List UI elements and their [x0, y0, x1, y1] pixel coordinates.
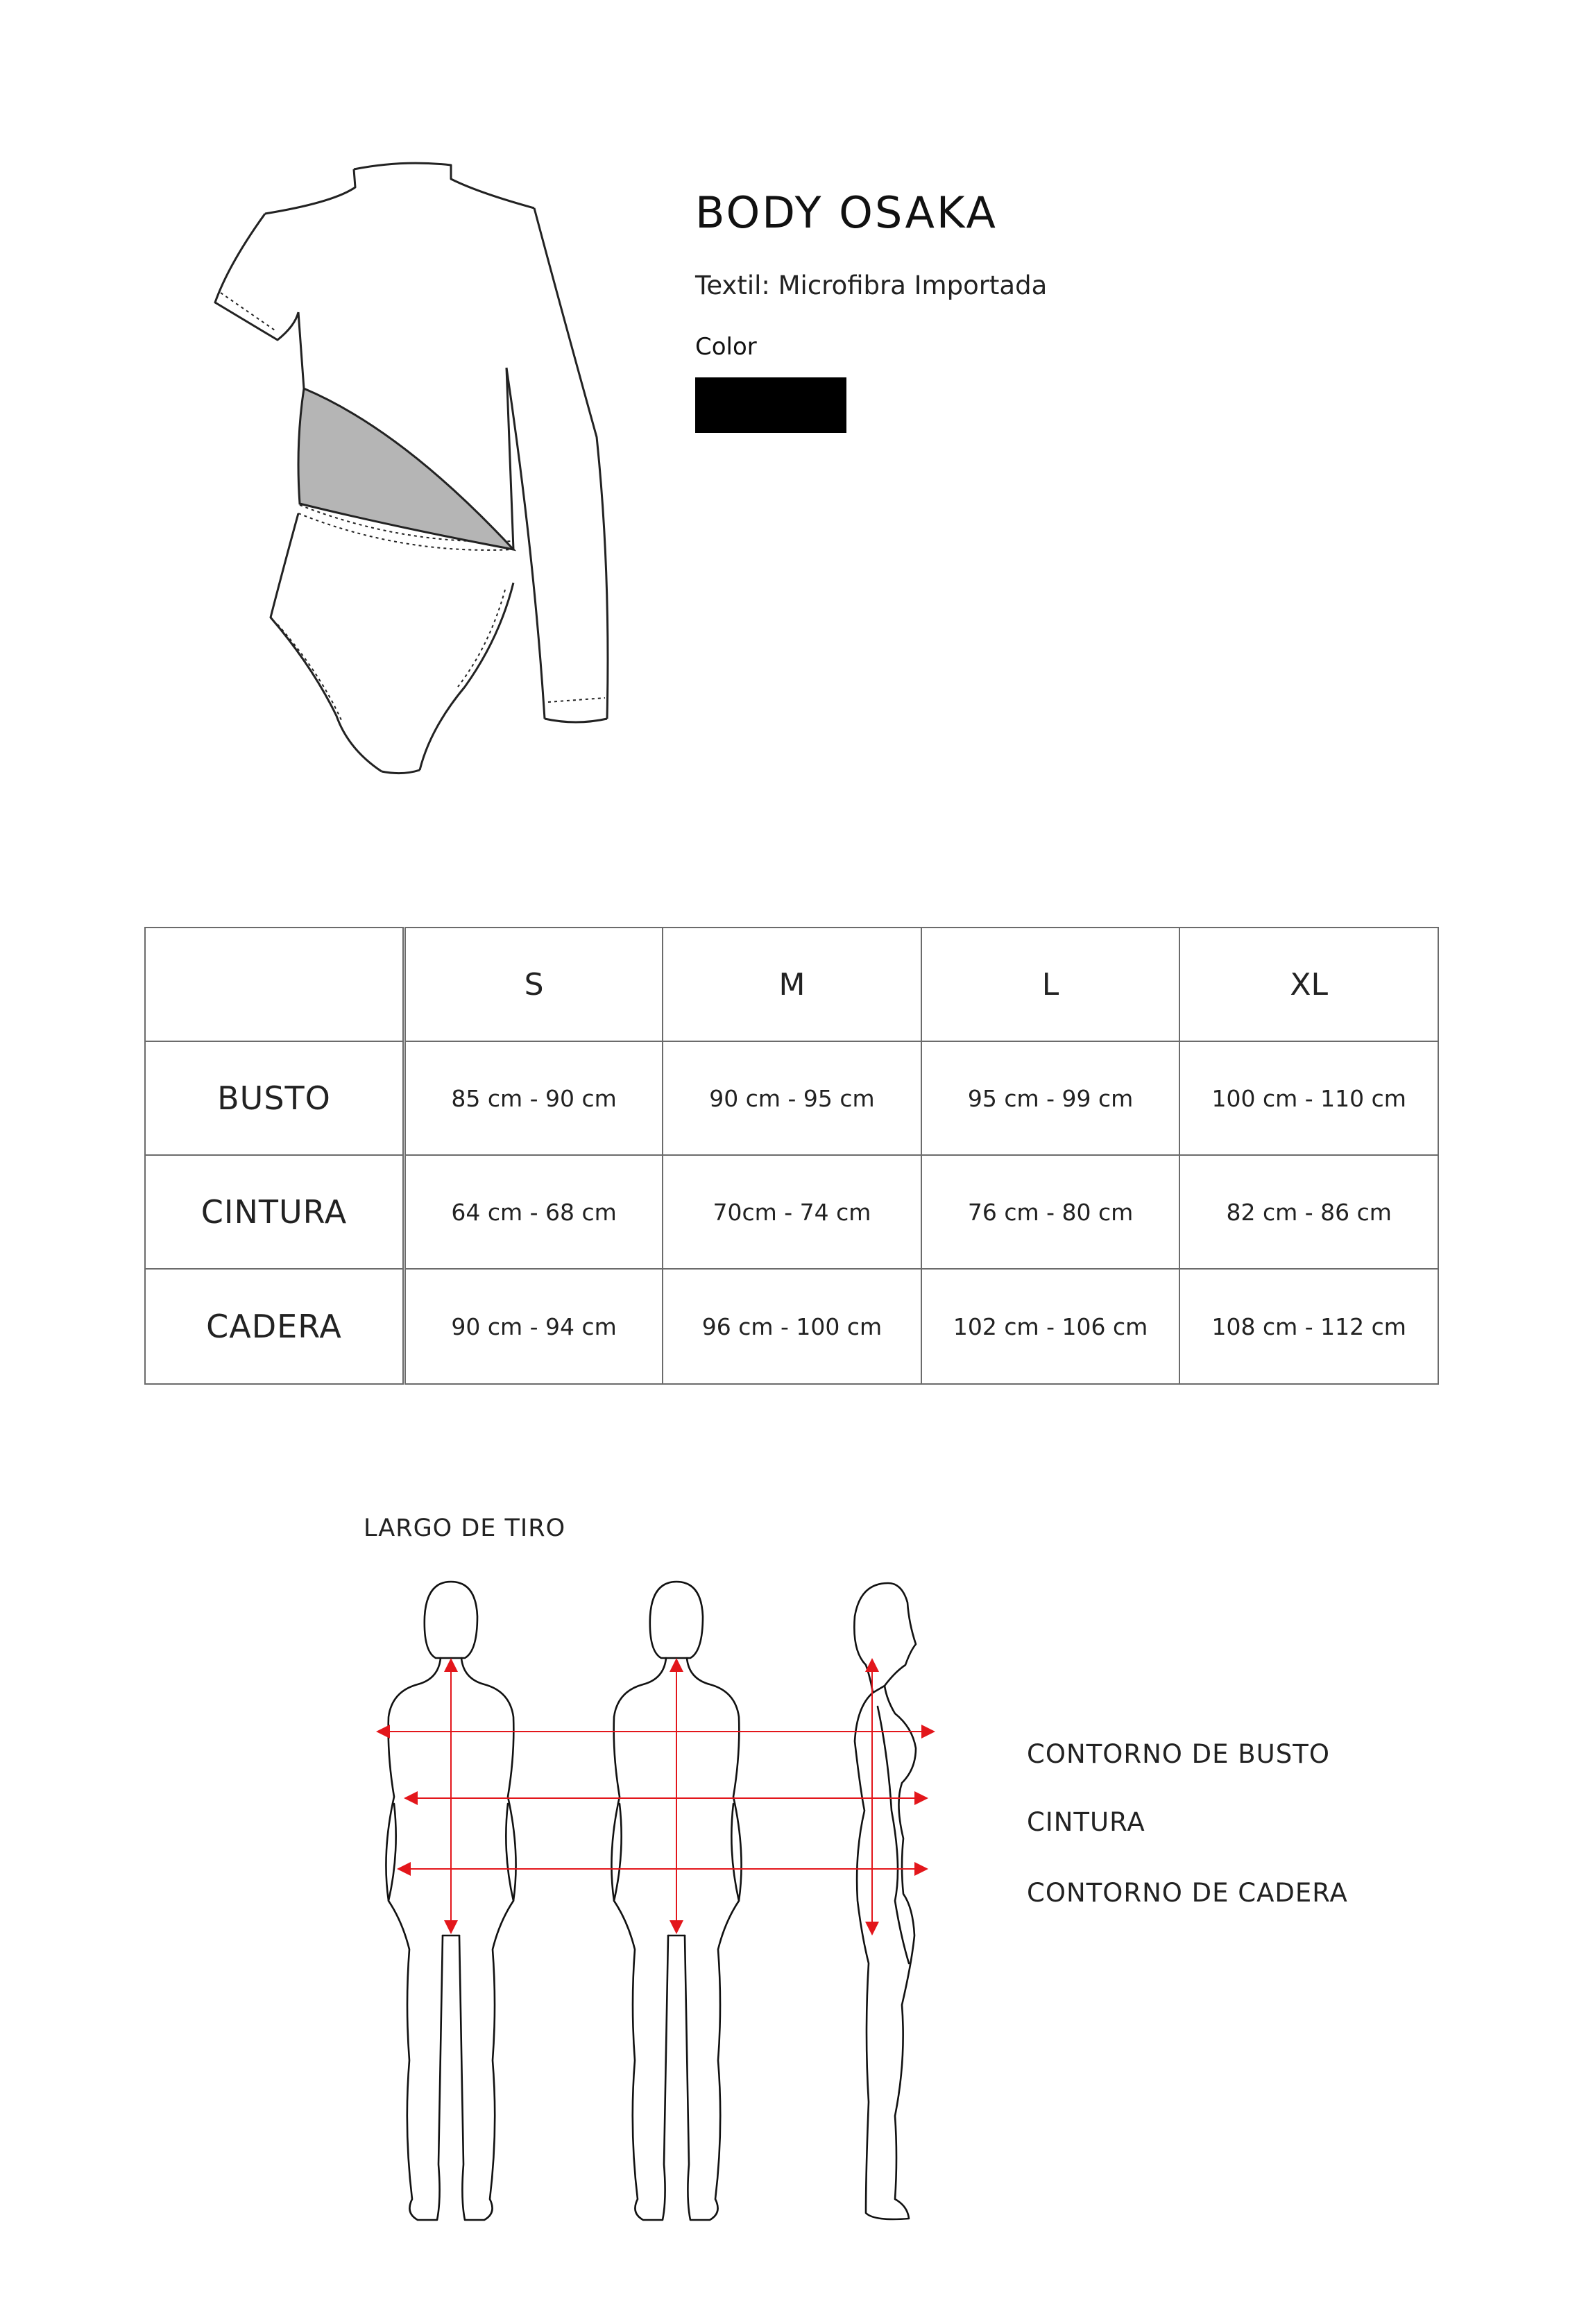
- table-cell: 96 cm - 100 cm: [663, 1269, 921, 1384]
- table-cell: 90 cm - 95 cm: [663, 1041, 921, 1155]
- fabric-description: Textil: Microfibra Importada: [695, 271, 1048, 300]
- row-label-cadera: CADERA: [145, 1269, 404, 1384]
- table-cell: 108 cm - 112 cm: [1179, 1269, 1438, 1384]
- label-contorno-busto: CONTORNO DE BUSTO: [1027, 1739, 1330, 1769]
- table-cell: 70cm - 74 cm: [663, 1155, 921, 1269]
- product-title: BODY OSAKA: [695, 187, 998, 238]
- bodysuit-technical-drawing: [173, 139, 659, 798]
- table-cell: 100 cm - 110 cm: [1179, 1041, 1438, 1155]
- table-cell: 82 cm - 86 cm: [1179, 1155, 1438, 1269]
- table-cell: 85 cm - 90 cm: [404, 1041, 663, 1155]
- table-corner-cell: [145, 928, 404, 1041]
- table-cell: 102 cm - 106 cm: [921, 1269, 1180, 1384]
- size-header-l: L: [921, 928, 1180, 1041]
- label-contorno-cadera: CONTORNO DE CADERA: [1027, 1878, 1348, 1908]
- table-cell: 90 cm - 94 cm: [404, 1269, 663, 1384]
- table-row: [145, 1269, 1438, 1384]
- color-swatch[interactable]: [695, 377, 846, 433]
- size-header-m: M: [663, 928, 921, 1041]
- size-header-row: [145, 928, 1438, 1041]
- color-label: Color: [695, 333, 757, 361]
- largo-de-tiro-label: LARGO DE TIRO: [364, 1514, 566, 1542]
- body-measurement-figures: [361, 1575, 985, 2269]
- row-label-busto: BUSTO: [145, 1041, 404, 1155]
- row-label-cintura: CINTURA: [145, 1155, 404, 1269]
- label-cintura: CINTURA: [1027, 1807, 1145, 1837]
- size-chart-table: [144, 927, 1439, 1385]
- table-cell: 64 cm - 68 cm: [404, 1155, 663, 1269]
- figure-side-icon: [854, 1583, 916, 2219]
- table-row: [145, 1041, 1438, 1155]
- size-header-s: S: [404, 928, 663, 1041]
- table-cell: 76 cm - 80 cm: [921, 1155, 1180, 1269]
- size-header-xl: XL: [1179, 928, 1438, 1041]
- table-row: [145, 1155, 1438, 1269]
- table-cell: 95 cm - 99 cm: [921, 1041, 1180, 1155]
